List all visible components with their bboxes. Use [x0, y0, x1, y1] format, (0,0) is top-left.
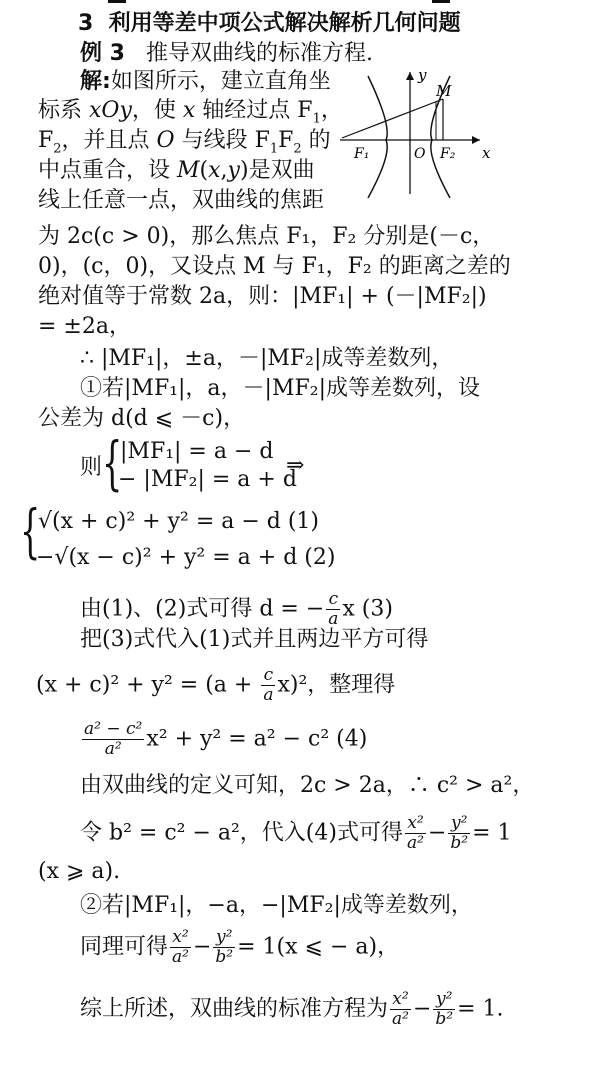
line-derive-d [80, 590, 393, 629]
system-brace-1: { [102, 429, 123, 497]
math: x [182, 98, 196, 123]
sub: 2 [53, 141, 62, 157]
text: F [278, 128, 294, 153]
denominator: a² [172, 947, 189, 967]
text: 与线段 F [174, 128, 270, 153]
text: 中点重合，设 [38, 158, 177, 183]
text: 0)，(c，0)，又设点 M 与 F₁，F₂ 的距离之差的 [38, 254, 511, 279]
section-heading [78, 10, 461, 38]
system2-eq-1: √(x + c)² + y² = a − d (1) [38, 509, 320, 534]
axis-y-label: y [418, 66, 427, 84]
text: ，使 [131, 98, 183, 123]
text: ②若|MF₁|，−a，−|MF₂|成等差数列， [80, 893, 473, 918]
solution-line-6 [38, 223, 494, 251]
fraction-y2-b2 [213, 928, 235, 967]
numerator: y² [448, 814, 470, 834]
fraction-x2-a2 [390, 990, 411, 1029]
math: y [227, 158, 240, 183]
x-axis-arrow [472, 136, 480, 144]
origin-label: O [414, 146, 426, 162]
numerator: x² [405, 814, 426, 834]
line-let-b [80, 814, 512, 853]
denominator: a [328, 609, 339, 629]
hyperbola-left-branch [368, 76, 387, 198]
solution-line-10 [80, 345, 453, 373]
denominator: a² [104, 739, 122, 759]
line-substitute [80, 626, 428, 654]
math: M [177, 158, 200, 183]
numerator: c [261, 666, 275, 686]
sub: 2 [293, 141, 302, 157]
text: − [427, 820, 447, 846]
text: − [412, 996, 432, 1022]
fraction-c-over-a-2 [261, 666, 275, 705]
text: 如图所示，建立直角坐 [110, 69, 331, 94]
text: ( [199, 158, 209, 183]
text: 由双曲线的定义可知，2c > 2a，∴ c² > a²， [80, 773, 535, 798]
system2-eq-2: −√(x − c)² + y² = a + d (2) [36, 545, 336, 570]
example-label: 例 3 [80, 41, 125, 66]
text: ①若|MF₁|，a，－|MF₂|成等差数列，设 [80, 376, 480, 401]
math: x [208, 158, 221, 183]
line-definition [80, 772, 534, 800]
segment-f1-m [342, 99, 443, 138]
text: 令 b² = c² − a²，代入(4)式可得 [80, 820, 403, 846]
section-title: 利用等差中项公式解决解析几何问题 [108, 11, 461, 36]
denominator: a² [406, 833, 424, 853]
line-case-2 [80, 892, 473, 920]
text: ， [320, 98, 343, 123]
top-rule-right [432, 0, 450, 3]
system-eq-1: |MF₁| = a − d [120, 439, 274, 464]
top-rule-left [108, 0, 126, 3]
math: O [156, 128, 175, 153]
text: (x + c)² + y² = (a + [36, 672, 260, 698]
denominator: b² [215, 947, 234, 967]
denominator: a² [392, 1009, 409, 1029]
system-label: 则 [80, 455, 103, 480]
sub: 1 [269, 141, 279, 157]
fraction-x2-a2 [170, 928, 191, 967]
text: 公差为 d(d ⩽ －c)， [38, 406, 246, 431]
example-text: 推导双曲线的标准方程. [145, 41, 373, 66]
focus-1-label: F₁ [354, 146, 370, 162]
numerator: x² [390, 990, 411, 1010]
text: 标系 [38, 98, 89, 123]
denominator: a [263, 685, 274, 705]
text: ∴ |MF₁|，±a，－|MF₂|成等差数列， [80, 346, 454, 371]
text: 把(3)式代入(1)式并且两边平方可得 [80, 627, 429, 652]
numerator: y² [213, 928, 235, 948]
text: (x ⩾ a). [38, 859, 121, 884]
math: xOy [89, 98, 132, 123]
text: )是双曲 [239, 158, 315, 183]
implies-arrow: ⇒ [286, 453, 305, 478]
line-conclusion [80, 990, 504, 1029]
text: x² + y² = a² − c² (4) [146, 726, 368, 752]
solution-line-11 [80, 375, 480, 403]
example-line [80, 40, 373, 68]
hyperbola-figure [340, 66, 500, 198]
system-brace-2: { [20, 497, 41, 565]
section-number: 3 [78, 11, 94, 36]
text: 同理可得 [80, 934, 169, 960]
text: 由(1)、(2)式可得 d = − [80, 596, 325, 622]
numerator: c [326, 590, 340, 610]
line-squared [36, 666, 395, 705]
solution-line-4 [38, 157, 315, 185]
axis-x-label: x [482, 144, 491, 162]
solution-line-1 [80, 68, 331, 96]
y-axis-arrow [406, 72, 414, 80]
solution-line-9 [38, 313, 131, 341]
text: 绝对值等于常数 2a，则：|MF₁| + (－|MF₂|) [38, 284, 487, 309]
text: = 1. [457, 996, 504, 1022]
fraction-y2-b2 [448, 814, 470, 853]
fraction-a2-minus-c2 [82, 720, 144, 759]
solution-label: 解: [80, 69, 111, 94]
fraction-c-over-a [326, 590, 340, 629]
text: ，并且点 [61, 128, 157, 153]
solution-line-12 [38, 405, 245, 433]
sub: 1 [312, 111, 321, 127]
text: 线上任意一点，双曲线的焦距 [38, 188, 325, 213]
text: x)²，整理得 [277, 672, 396, 698]
point-m-label: M [436, 82, 452, 100]
text: = 1 [472, 820, 512, 846]
numerator: x² [170, 928, 191, 948]
solution-line-5 [38, 187, 324, 215]
line-similarly [80, 928, 399, 967]
text: = 1(x ⩽ − a)， [237, 934, 400, 960]
text: x (3) [342, 596, 393, 622]
denominator: b² [450, 833, 469, 853]
text: 为 2c(c > 0)，那么焦点 F₁，F₂ 分别是(－c， [38, 224, 495, 249]
line-condition-1 [38, 858, 120, 886]
fraction-x2-a2 [405, 814, 426, 853]
text: 的 [301, 128, 331, 153]
text: F [38, 128, 54, 153]
text: = ±2a， [38, 314, 131, 339]
text: , [220, 158, 228, 183]
fraction-y2-b2 [433, 990, 455, 1029]
system-eq-2: − |MF₂| = a + d [118, 467, 297, 492]
denominator: b² [435, 1009, 454, 1029]
text: − [192, 934, 212, 960]
text: 综上所述，双曲线的标准方程为 [80, 996, 389, 1022]
solution-line-7 [38, 253, 511, 281]
solution-line-8 [38, 283, 487, 311]
focus-2-label: F₂ [440, 146, 456, 162]
line-equation-4 [80, 720, 367, 759]
numerator: a² − c² [84, 719, 143, 739]
text: 轴经过点 F [195, 98, 313, 123]
numerator: y² [433, 990, 455, 1010]
